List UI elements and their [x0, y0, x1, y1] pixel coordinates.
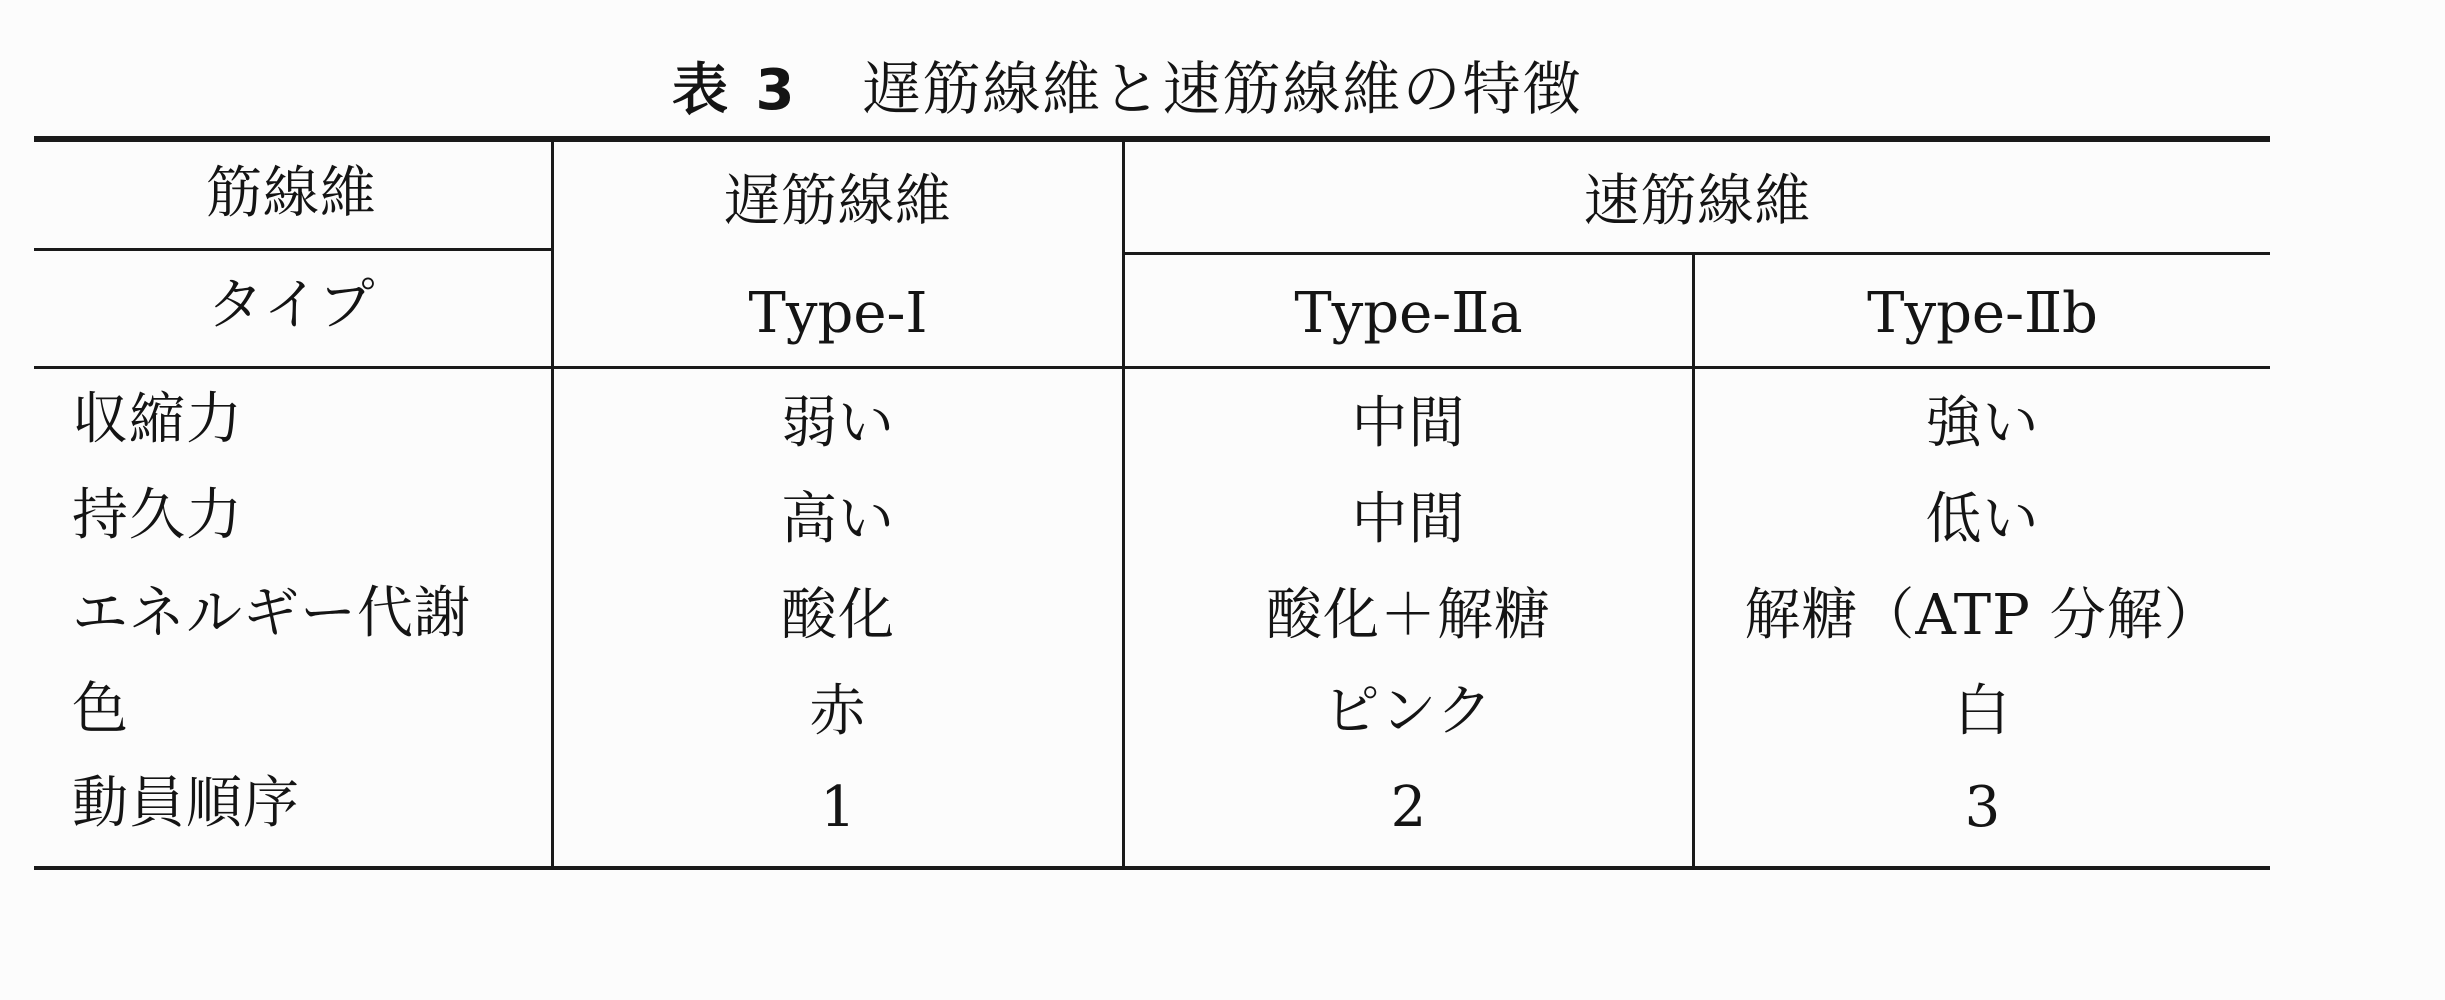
- table-cell: 弱い: [781, 391, 895, 456]
- vrule-3: [1692, 254, 1695, 868]
- table-cell: ピンク: [1323, 679, 1494, 744]
- caption-number: 表 3: [672, 58, 799, 123]
- table-cell: 酸化＋解糖: [1266, 583, 1551, 648]
- table-cell: 赤: [809, 679, 867, 744]
- table-cell: 高い: [781, 487, 895, 552]
- table-cell: 3: [1964, 775, 2001, 840]
- row-label: 持久力: [72, 483, 243, 548]
- table-cell: 中間: [1351, 487, 1466, 552]
- header-rule-1-right: [1122, 252, 2270, 255]
- header-type-2b: Type-Ⅱb: [1867, 281, 2098, 346]
- table-cell: 1: [820, 775, 856, 840]
- table-cell: 酸化: [781, 583, 895, 648]
- table-cell: 2: [1390, 775, 1427, 840]
- table-caption: [0, 42, 2445, 132]
- bottom-rule: [34, 866, 2270, 870]
- table-cell: 強い: [1925, 391, 2040, 456]
- row-label: 収縮力: [72, 387, 243, 452]
- table-cell: 白: [1954, 679, 2011, 744]
- table-cell: 低い: [1925, 487, 2040, 552]
- header-fiber-label: 筋線維: [206, 161, 377, 226]
- row-label: 動員順序: [72, 771, 300, 836]
- header-fast-fiber: 速筋線維: [1583, 169, 1812, 234]
- row-label: エネルギー代謝: [72, 581, 471, 646]
- top-rule: [34, 136, 2270, 142]
- header-type-1: Type-Ⅰ: [748, 281, 928, 346]
- header-rule-1-left: [34, 248, 552, 251]
- header-slow-fiber: 遅筋線維: [724, 169, 952, 234]
- muscle-fiber-table: [32, 136, 2272, 876]
- row-label: 色: [72, 677, 129, 742]
- header-type-2a: Type-Ⅱa: [1294, 281, 1523, 346]
- header-rule-2: [34, 366, 2270, 369]
- caption-title: 遅筋線維と速筋線維の特徴: [862, 55, 1583, 123]
- header-type-label: タイプ: [207, 273, 376, 338]
- table-cell: 解糖（ATP 分解）: [1744, 583, 2221, 648]
- table-cell: 中間: [1351, 391, 1466, 456]
